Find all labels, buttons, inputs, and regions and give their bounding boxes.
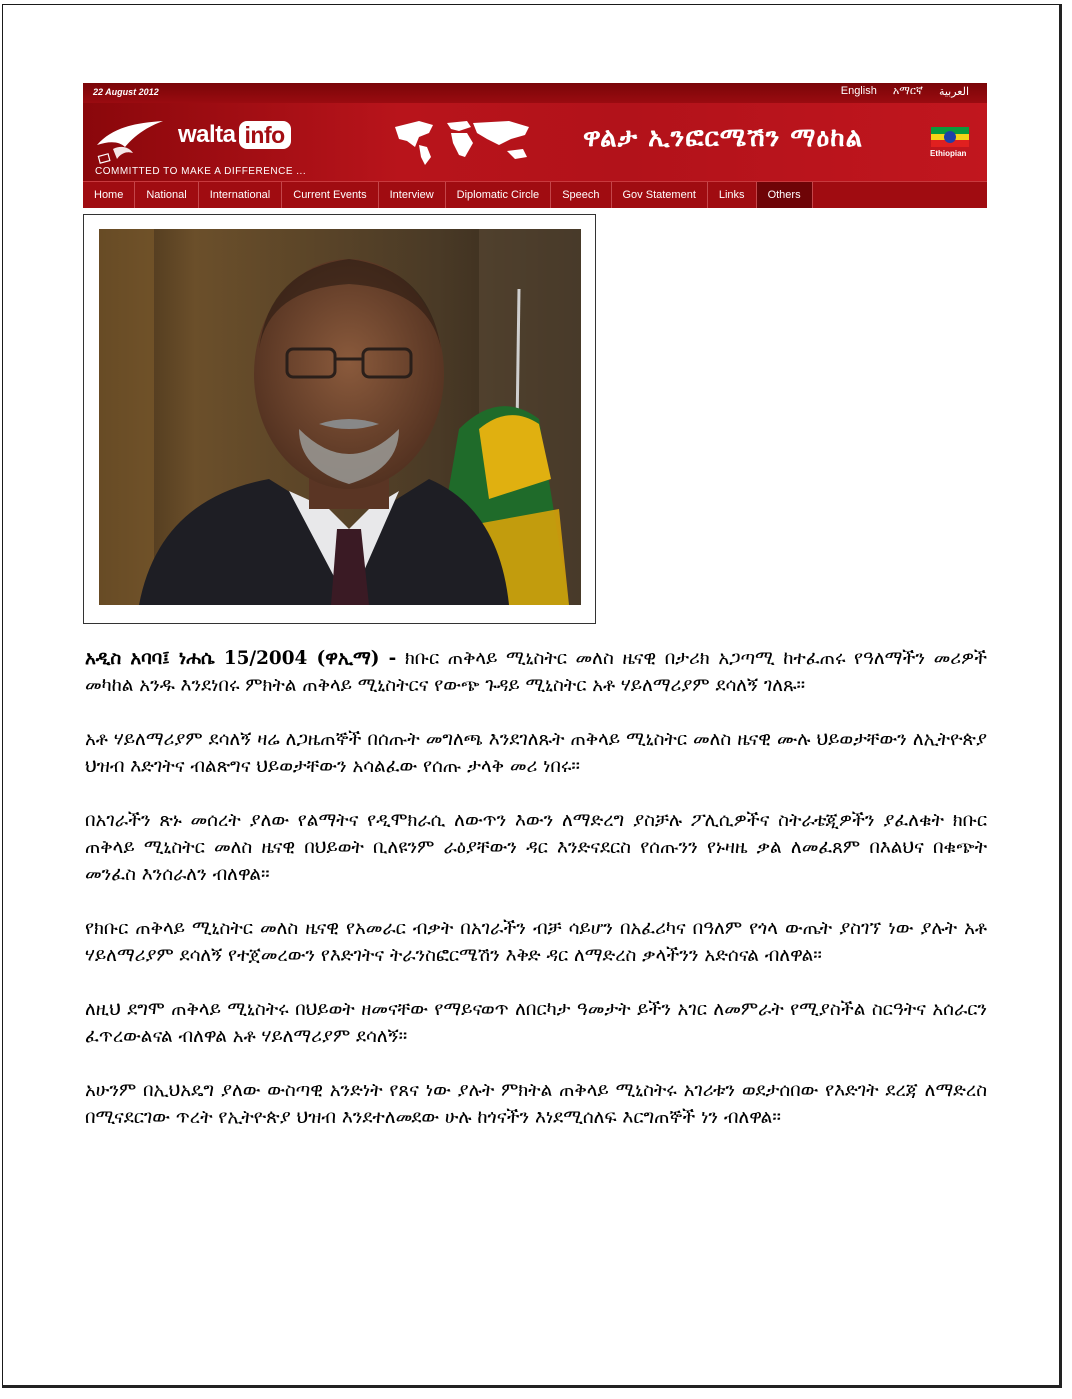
logo-walta-text: walta [178, 121, 236, 148]
top-bar [83, 83, 987, 103]
banner-main [83, 103, 987, 181]
nav-tab-national[interactable]: National [135, 182, 198, 208]
amharic-site-title: ዋልታ ኢንፎርሜሽን ማዕከል [583, 123, 864, 153]
article-paragraph: አሁንም በኢህአዴግ ያለው ውስጣዊ አንድነት የጸና ነው ያሉት ምክትል ጠቅላይ ሚኒስትሩ አገሪቱን ወደታሰበው የእድገት ደረጃ ለማድረስ በሚናደርገው ጥረት የኢትዮጵያ ህዝብ እንደተለመደው ሁሉ ከጎናችን እነደሚሰለፍ እርግጠኞች ነን ብለዋል። [85, 1080, 987, 1128]
article-paragraph: አዲስ አባባ፤ ነሐሴ 15/2004 (ዋኢማ) - ክቡር ጠቅላይ ሚኒስትር መለስ ዜናዊ በታሪክ አጋጣሚ ከተፈጠሩ የዓለማችን መሪዎች መካከል አንዱ እንደነበሩ ምክትል ጠቅላይ ሚኒስትርና የውጭ ጉዳይ ሚኒስትር አቶ ሃይለማሪያም ደሳለኝ ገለጹ። [85, 648, 987, 696]
flag-caption: Ethiopian [930, 149, 967, 158]
nav-tab-speech[interactable]: Speech [551, 182, 611, 208]
nav-tab-links[interactable]: Links [708, 182, 757, 208]
nav-tab-diplomatic-circle[interactable]: Diplomatic Circle [446, 182, 552, 208]
site-banner [83, 83, 987, 208]
article-body [85, 645, 987, 1158]
main-nav [83, 181, 987, 208]
language-switcher [841, 85, 969, 98]
article-paragraph: አቶ ሃይለማሪያም ደሳለኝ ዛሬ ለጋዜጠኞች በሰጡት መግለጫ እንደገለጹት ጠቅላይ ሚኒስትር መለስ ዜናዊ ሙሉ ህይወታቸውን ለኢትዮጵያ ህዝብ እድገትና ብልጽግና ህይወታቸውን አሳልፈው የሰጡ ታላቅ መሪ ነበሩ። [85, 729, 987, 777]
lang-arabic-link[interactable]: العربية [938, 86, 969, 98]
article-paragraph: ለዚህ ደግሞ ጠቅላይ ሚኒስትሩ በህይወት ዘመናቸው የማይናወጥ ለበርካታ ዓመታት ይችን አገር ለመምራት የሚያስችል ስርዓትና አሰራርን ፈጥረውልናል ብለዋል አቶ ሃይለማሪያም ደሳለኝ። [85, 999, 987, 1047]
portrait-photo [99, 229, 581, 605]
photo-frame [83, 214, 596, 624]
site-tagline: COMMITTED TO MAKE A DIFFERENCE ... [95, 166, 307, 177]
nav-tab-interview[interactable]: Interview [379, 182, 446, 208]
nav-tab-home[interactable]: Home [83, 182, 135, 208]
site-logo[interactable] [178, 121, 291, 149]
nav-tab-gov-statement[interactable]: Gov Statement [612, 182, 708, 208]
lang-amharic-link[interactable]: አማርኛ [892, 85, 923, 97]
article-dateline: አዲስ አባባ፤ ነሐሴ 15/2004 (ዋኢማ) - [85, 648, 397, 669]
nav-tab-international[interactable]: International [199, 182, 283, 208]
logo-info-text: info [239, 121, 291, 149]
article-paragraph: በአገራችን ጽኑ መሰረት ያለው የልማትና የዲሞክራሲ ለውጥን እውን ለማድረግ ያስቻሉ ፖሊሲዎችና ስትራቴጂዎችን ያፈለቁት ክቡር ጠቅላይ ሚኒስትር መለስ ዜናዊ በህይወት ቢለዩንም ራዕያቸውን ዳር እንድናደርስ የሰጡንን የኑዛዜ ቃል ለመፈጸም በእልህና በቁጭት መንፈስ እንሰራለን ብለዋል። [85, 810, 987, 885]
lang-english-link[interactable]: English [840, 85, 877, 97]
banner-date: 22 August 2012 [93, 87, 159, 97]
nav-tab-others[interactable]: Others [757, 182, 813, 208]
world-map-icon [389, 117, 539, 167]
bird-logo-icon [91, 115, 171, 167]
nav-tab-current-events[interactable]: Current Events [282, 182, 378, 208]
ethiopian-flag-icon [931, 127, 969, 147]
article-paragraph: የክቡር ጠቅላይ ሚኒስትር መለስ ዜናዊ የአመራር ብቃት በአገራችን ብቻ ሳይሆን በአፈሪካና በዓለም የጎላ ውጤት ያስገኘ ነው ያሉት አቶ ሃይለማሪያም ደሳለኝ የተጀመረውን የእድገትና ትራንስፎርሜሽን እቅድ ዳር ለማድረስ ቃላችንን አድሰናል ብለዋል። [85, 918, 987, 966]
